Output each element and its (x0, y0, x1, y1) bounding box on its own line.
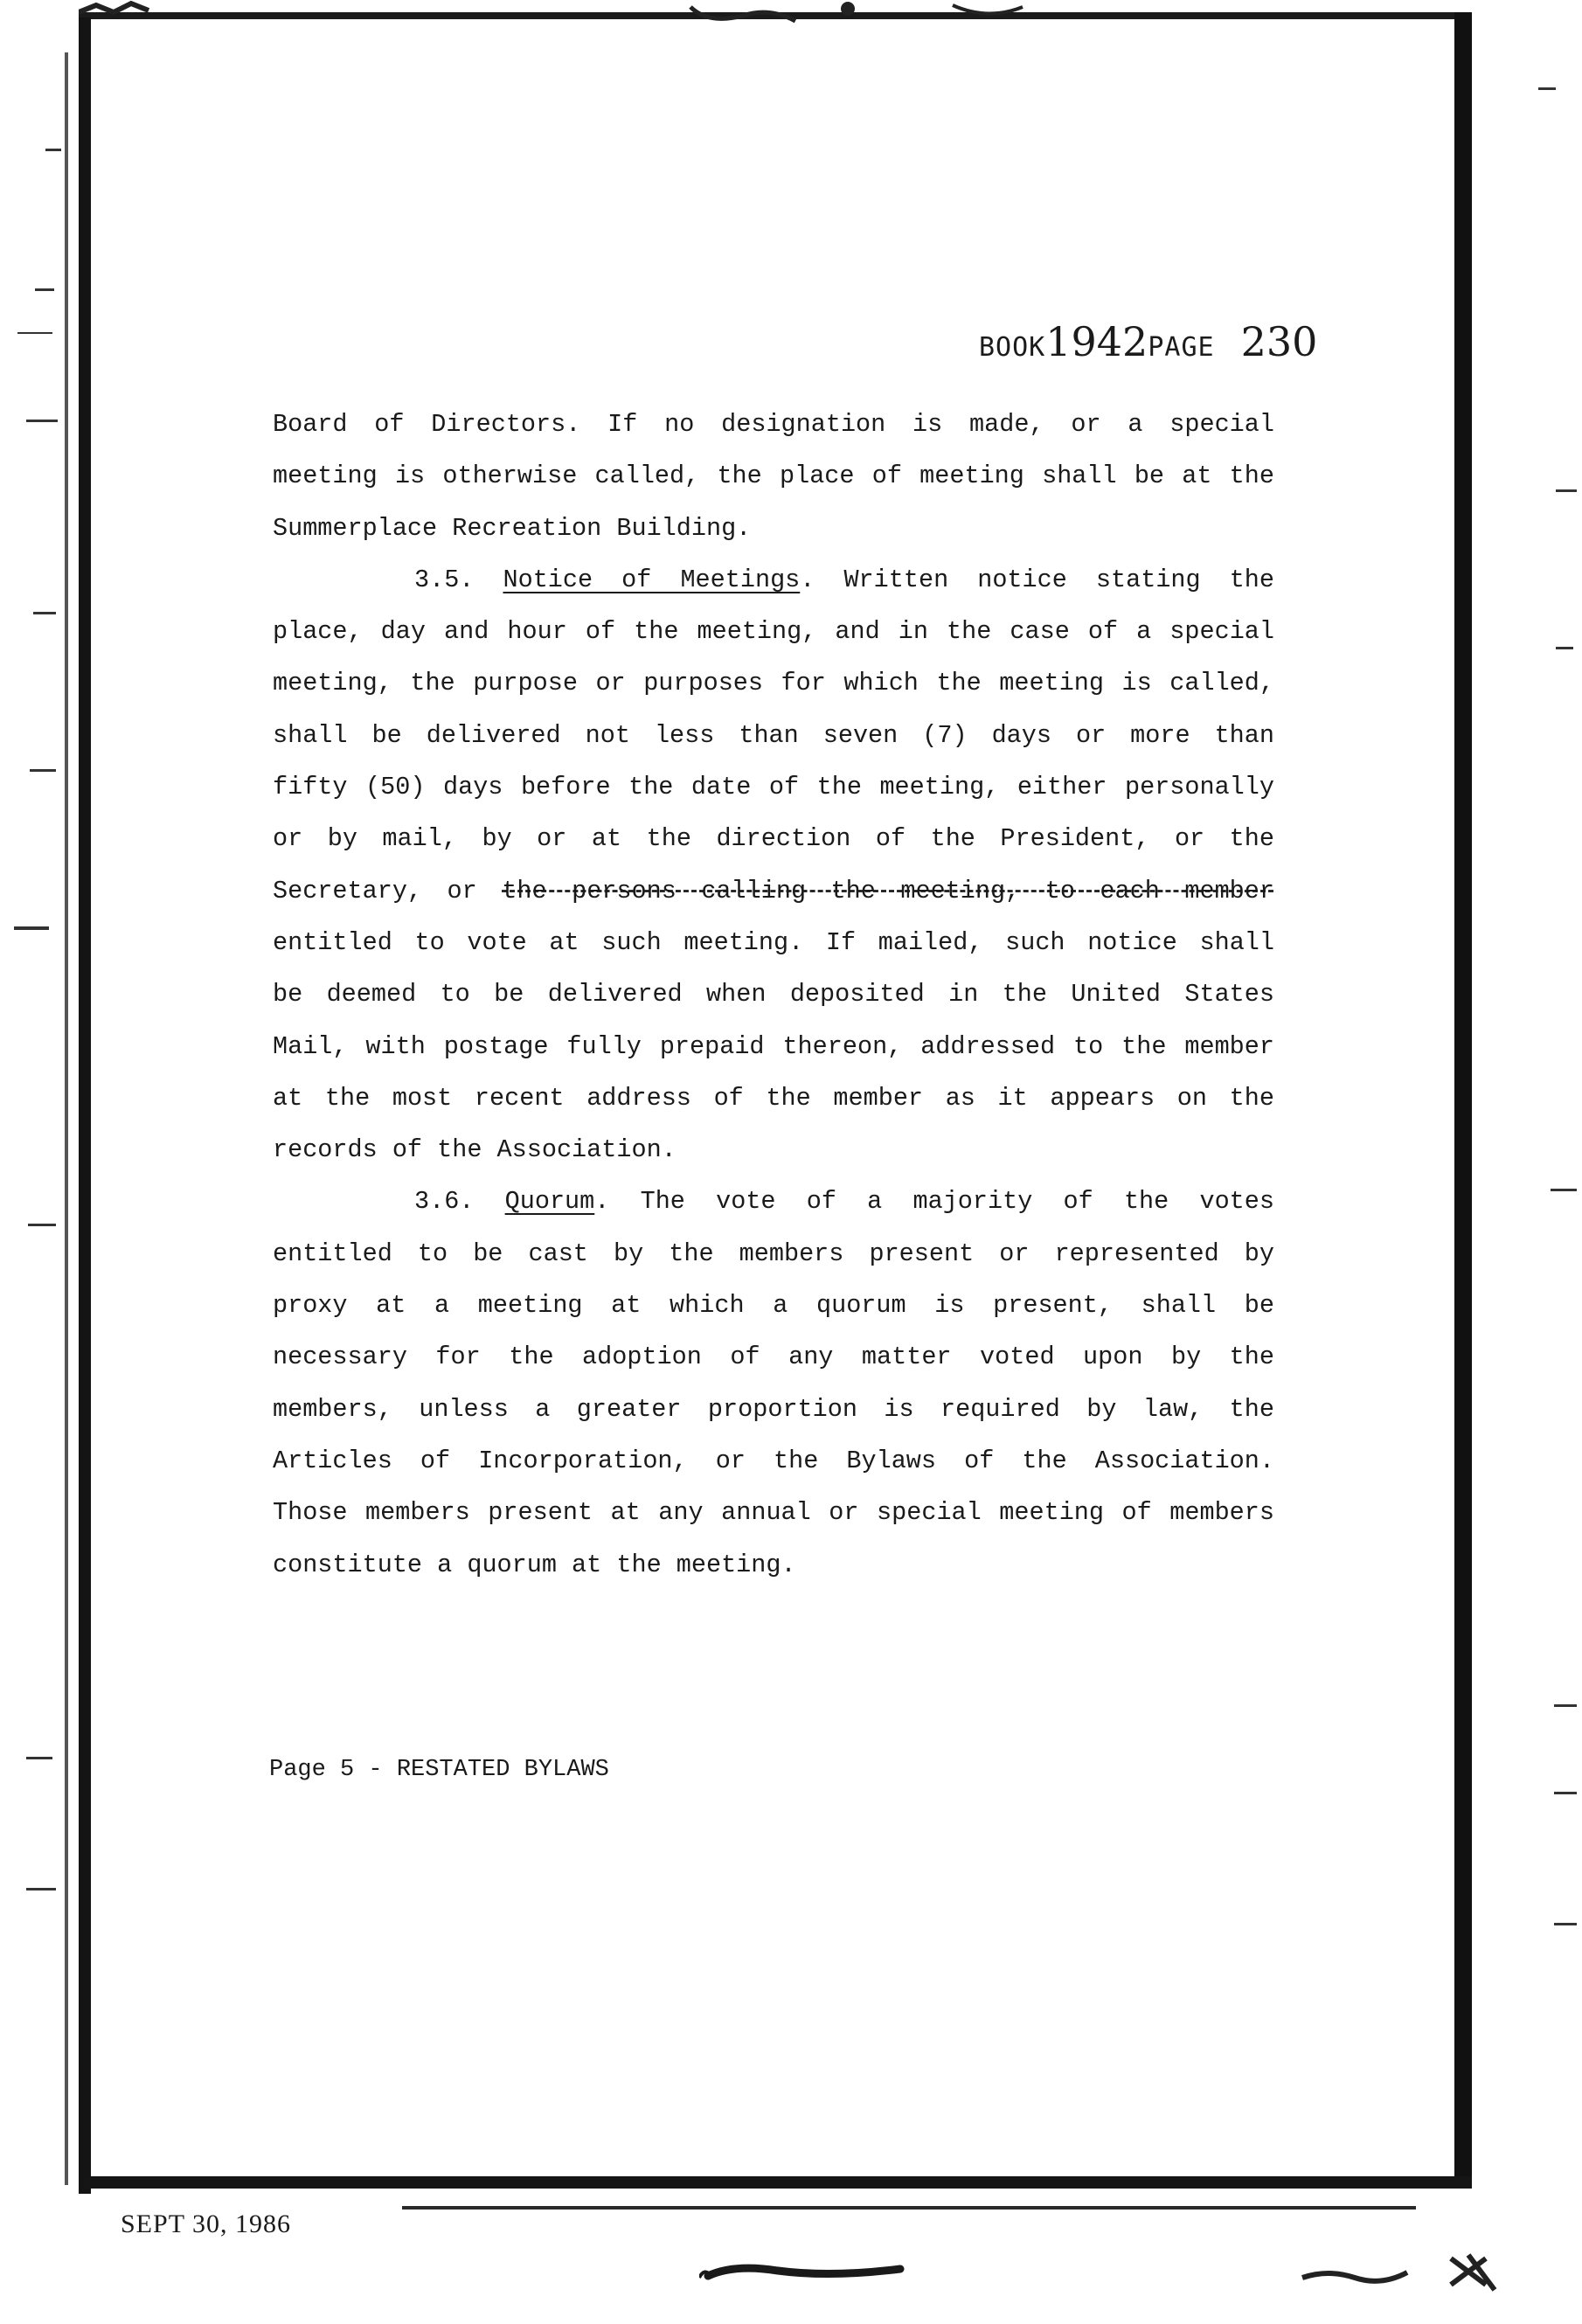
struck-through-text: the persons calling the meeting, to each member (502, 876, 1274, 905)
text-line: Those members present at any annual or special meeting of members (273, 1498, 1274, 1528)
section-heading: Notice of Meetings (503, 565, 801, 594)
corner-scan-artifact (1285, 2246, 1538, 2299)
section-lead-text: . Written notice stating the (800, 565, 1274, 594)
section-number: 3.6. (414, 1187, 475, 1217)
bottom-scan-artifact (699, 2260, 909, 2285)
section-lead-text: . The vote of a majority of the votes (594, 1187, 1274, 1217)
margin-tick (26, 1757, 52, 1759)
bottom-ledge-line (402, 2206, 1416, 2210)
text-line: Articles of Incorporation, or the Bylaws of the Association. (273, 1446, 1274, 1475)
margin-tick (1554, 1923, 1577, 1925)
margin-tick (45, 149, 61, 151)
text-line: members, unless a greater proportion is required by law, the (273, 1394, 1274, 1424)
margin-tick (1556, 489, 1577, 492)
book-number: 1942 (1045, 318, 1148, 365)
struck-text-line (273, 865, 1274, 917)
text-line: or by mail, by or at the direction of the President, or the (273, 824, 1274, 854)
page-frame-left-border (79, 17, 91, 2194)
margin-tick (1554, 1792, 1577, 1794)
text-line: meeting, the purpose or purposes for which the meeting is called, (273, 669, 1274, 698)
margin-tick (1551, 1189, 1577, 1191)
text-line: be deemed to be delivered when deposited in the United States (273, 980, 1274, 1009)
book-label: BOOK (979, 332, 1046, 363)
margin-tick (1538, 87, 1556, 90)
text-line: at the most recent address of the member as it appears on the (273, 1083, 1274, 1113)
text-line: constitute a quorum at the meeting. (273, 1550, 796, 1579)
text-line: records of the Association. (273, 1135, 677, 1165)
margin-tick (28, 1224, 56, 1226)
text-line: meeting is otherwise called, the place of meeting shall be at the (273, 461, 1274, 491)
section-3-6-heading-line (273, 1176, 1274, 1227)
text-line: Board of Directors. If no designation is made, or a special (273, 410, 1274, 439)
book-page-stamp (979, 318, 1317, 365)
page-label: PAGE (1148, 332, 1215, 363)
margin-tick (35, 288, 54, 291)
section-3-5-heading-line (273, 554, 1274, 606)
date-stamp: SEPT 30, 1986 (121, 2210, 291, 2238)
text-line: necessary for the adoption of any matter voted upon by the (273, 1342, 1274, 1372)
section-heading: Quorum (504, 1187, 595, 1217)
margin-tick (33, 612, 56, 614)
page-frame-right-border (1454, 12, 1472, 2180)
text-line: fifty (50) days before the date of the meeting, either personally (273, 773, 1274, 802)
text-line: Mail, with postage fully prepaid thereon, addressed to the member (273, 1031, 1274, 1061)
text-line: Summerplace Recreation Building. (273, 513, 752, 543)
bylaws-body-text (273, 399, 1274, 1591)
margin-tick (65, 52, 68, 2185)
page-number: 230 (1240, 318, 1318, 365)
margin-tick (26, 1888, 56, 1890)
text-line: entitled to vote at such meeting. If mailed, such notice shall (273, 927, 1274, 957)
margin-tick (26, 420, 58, 422)
margin-tick (17, 332, 52, 334)
kept-text: Secretary, or (273, 876, 477, 905)
text-line: proxy at a meeting at which a quorum is present, shall be (273, 1291, 1274, 1321)
page-frame-bottom-border (84, 2176, 1472, 2189)
margin-tick (30, 769, 56, 772)
page-footer-caption: Page 5 - RESTATED BYLAWS (269, 1757, 609, 1783)
section-number: 3.5. (414, 565, 475, 594)
top-scan-artifact (79, 0, 1460, 35)
margin-tick (14, 926, 49, 930)
margin-tick (1556, 647, 1573, 649)
text-line: entitled to be cast by the members present or represented by (273, 1238, 1274, 1268)
text-line: shall be delivered not less than seven (7) days or more than (273, 720, 1274, 750)
text-line: place, day and hour of the meeting, and in the case of a special (273, 617, 1274, 647)
margin-tick (1554, 1704, 1577, 1707)
